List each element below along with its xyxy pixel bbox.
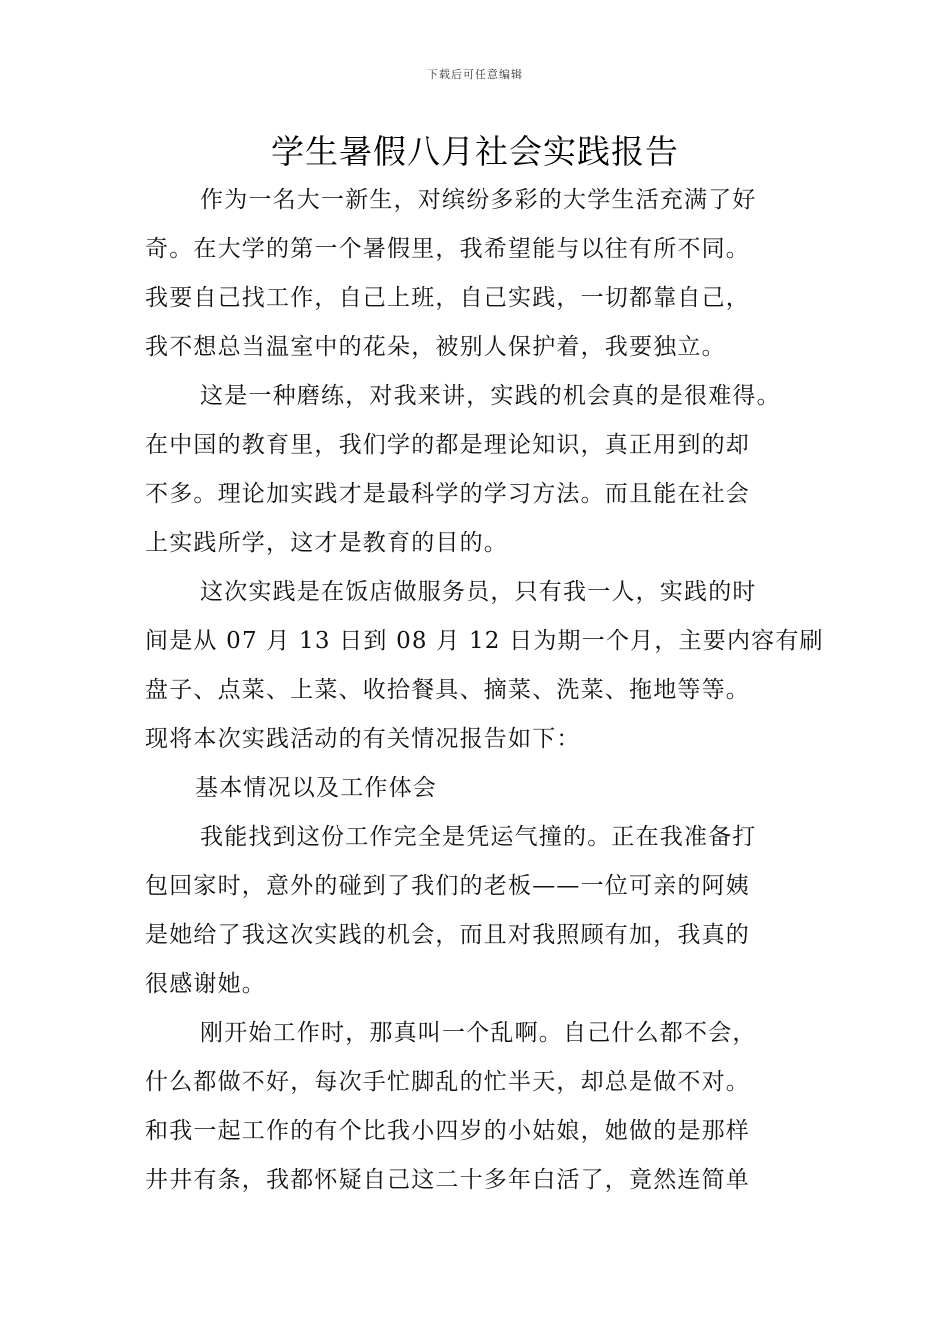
paragraph-line: 和我一起工作的有个比我小四岁的小姑娘，她做的是那样 — [145, 1118, 750, 1144]
paragraph-line: 在中国的教育里，我们学的都是理论知识，真正用到的却 — [145, 432, 750, 458]
paragraph-line: 作为一名大一新生，对缤纷多彩的大学生活充满了好 — [200, 187, 757, 213]
paragraph-line: 这次实践是在饭店做服务员，只有我一人，实践的时 — [200, 579, 757, 605]
paragraph-line: 这是一种磨练，对我来讲，实践的机会真的是很难得。 — [200, 383, 781, 409]
paragraph-line: 刚开始工作时，那真叫一个乱啊。自己什么都不会， — [200, 1020, 757, 1046]
paragraph-line: 是她给了我这次实践的机会，而且对我照顾有加，我真的 — [145, 922, 750, 948]
paragraph-line: 不多。理论加实践才是最科学的学习方法。而且能在社会 — [145, 481, 750, 507]
paragraph-line: 包回家时，意外的碰到了我们的老板——一位可亲的阿姨 — [145, 873, 750, 899]
paragraph-line: 我要自己找工作，自己上班，自己实践，一切都靠自己， — [145, 285, 750, 311]
header-note: 下载后可任意编辑 — [427, 68, 523, 81]
section-heading: 基本情况以及工作体会 — [195, 775, 437, 801]
paragraph-line: 上实践所学，这才是教育的目的。 — [145, 530, 508, 556]
paragraph-line: 奇。在大学的第一个暑假里，我希望能与以往有所不同。 — [145, 236, 750, 262]
paragraph-line: 我不想总当温室中的花朵，被别人保护着，我要独立。 — [145, 334, 726, 360]
paragraph-line: 现将本次实践活动的有关情况报告如下： — [145, 726, 581, 752]
paragraph-line: 很感谢她。 — [145, 971, 266, 997]
paragraph-line: 井井有条，我都怀疑自己这二十多年白活了，竟然连简单 — [145, 1167, 750, 1193]
paragraph-line: 什么都做不好，每次手忙脚乱的忙半天，却总是做不对。 — [145, 1069, 750, 1095]
paragraph-line: 间是从 07 月 13 日到 08 月 12 日为期一个月，主要内容有刷 — [145, 628, 824, 654]
paragraph-line: 盘子、点菜、上菜、收拾餐具、摘菜、洗菜、拖地等等。 — [145, 677, 750, 703]
document-body — [145, 176, 824, 1205]
paragraph-line: 我能找到这份工作完全是凭运气撞的。正在我准备打 — [200, 824, 757, 850]
document-title: 学生暑假八月社会实践报告 — [271, 132, 679, 171]
